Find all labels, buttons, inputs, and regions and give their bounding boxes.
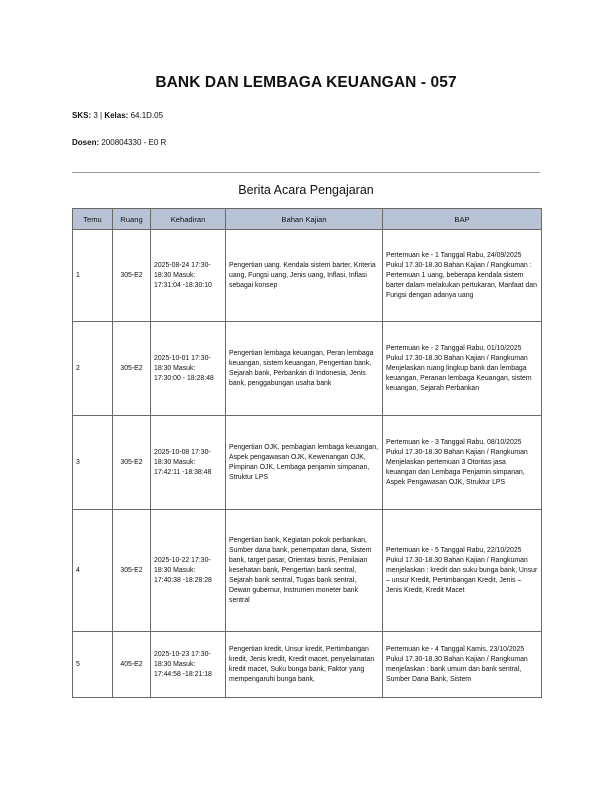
column-header-kehadiran: Kehadiran: [151, 209, 226, 230]
dosen-value: 200804330 - E0 R: [99, 138, 167, 147]
cell-kehadiran: 2025-10-23 17:30-18:30 Masuk: 17:44:58 -18:21:18: [151, 632, 226, 698]
sks-value: 3 |: [91, 111, 105, 120]
cell-bap: Pertemuan ke - 3 Tanggal Rabu, 08/10/2025 Pukul 17.30-18.30 Bahan Kajian / Rangkuman Menjelaskan pertemuan 3 Otoritas jasa keuangan dan Lembaga Penjamin simpanan, Aspek Pengawasan OJK, Struktur LPS: [383, 416, 542, 510]
course-meta-line: [72, 111, 163, 120]
table-row: [73, 416, 542, 510]
table-row: [73, 322, 542, 416]
cell-temu: 4: [73, 510, 113, 632]
column-header-temu: Temu: [73, 209, 113, 230]
cell-bahan-kajian: Pengertian lembaga keuangan, Peran lembaga keuangan, sistem keuangan, Pengertian bank, Sejarah bank, Perbankan di Indonesia, Jenis bank, penggabungan usaha bank: [226, 322, 383, 416]
cell-bahan-kajian: Pengertian bank, Kegiatan pokok perbankan, Sumber dana bank, penempatan dana, Sistem bank, target pasar, Orientasi bisnis, Penilaian kesehatan bank, Pengertian bank sentral, Sejarah bank sentral, Tugas bank sentral, Dewan gubernur, Instrumen moneter bank sentral: [226, 510, 383, 632]
teaching-record-table: [72, 208, 542, 698]
cell-ruang: 305-E2: [113, 510, 151, 632]
cell-bap: Pertemuan ke - 5 Tanggal Rabu, 22/10/2025 Pukul 17.30-18.30 Bahan Kajian / Rangkuman menjelaskan : kredit dan suku bunga bank, Unsur – unsur Kredit, Pertimbangan Kredit, Jenis – Jenis Kredit, Kredit Macet: [383, 510, 542, 632]
cell-ruang: 305-E2: [113, 322, 151, 416]
dosen-label: Dosen:: [72, 138, 100, 147]
cell-temu: 2: [73, 322, 113, 416]
cell-bap: Pertemuan ke - 2 Tanggal Rabu, 01/10/2025 Pukul 17.30-18.30 Bahan Kajian / Rangkuman Menjelaskan ruang lingkup bank dan lembaga keuangan, Peranan lembaga Keuangan, sistem keuangan, Sejarah Perbankan: [383, 322, 542, 416]
sks-label: SKS:: [72, 111, 92, 120]
table-row: [73, 510, 542, 632]
kelas-label: Kelas:: [104, 111, 129, 120]
column-header-ruang: Ruang: [113, 209, 151, 230]
cell-kehadiran: 2025-10-22 17:30-18:30 Masuk: 17:40:38 -18:28:28: [151, 510, 226, 632]
cell-kehadiran: 2025-10-01 17:30-18:30 Masuk: 17:30:00 - 18:28:48: [151, 322, 226, 416]
cell-bahan-kajian: Pengertian kredit, Unsur kredit, Pertimbangan kredit, Jenis kredit, Kredit macet, penyelamatan kredit macet, Suku bunga bank, Faktor yang mempengaruhi bunga bank,: [226, 632, 383, 698]
section-title: Berita Acara Pengajaran: [238, 183, 374, 197]
table-row: [73, 230, 542, 322]
cell-ruang: 405-E2: [113, 632, 151, 698]
cell-bahan-kajian: Pengertian uang. Kendala sistem barter, Kriteria uang, Fungsi uang, Jenis uang, Inflasi, Inflasi sebagai konsep: [226, 230, 383, 322]
course-title: BANK DAN LEMBAGA KEUANGAN - 057: [155, 74, 457, 91]
kelas-value: 64.1D.05: [128, 111, 164, 120]
cell-temu: 5: [73, 632, 113, 698]
cell-temu: 3: [73, 416, 113, 510]
cell-bahan-kajian: Pengertian OJK, pembagian lembaga keuangan, Aspek pengawasan OJK, Kewenangan OJK, Pimpinan OJK, Lembaga penjamin simpanan, Struktur LPS: [226, 416, 383, 510]
cell-kehadiran: 2025-10-08 17:30-18:30 Masuk: 17:42:11 -18:38:48: [151, 416, 226, 510]
cell-kehadiran: 2025-08-24 17:30-18:30 Masuk: 17:31:04 -18:30:10: [151, 230, 226, 322]
cell-temu: 1: [73, 230, 113, 322]
table-header-row: [73, 209, 542, 230]
cell-bap: Pertemuan ke - 4 Tanggal Kamis, 23/10/2025 Pukul 17.30-18.30 Bahan Kajian / Rangkuman menjelaskan : bank umum dan bank sentral, Sumber Dana Bank, Sistem: [383, 632, 542, 698]
divider: [72, 172, 540, 173]
table-row: [73, 632, 542, 698]
cell-bap: Pertemuan ke - 1 Tanggal Rabu, 24/09/2025 Pukul 17.30-18.30 Bahan Kajian / Rangkuman : Pertemuan 1 uang, beberapa kendala sistem barter dalam melakukan pertukaran, Manfaat dan Fungsi dengan adanya uang: [383, 230, 542, 322]
cell-ruang: 305-E2: [113, 416, 151, 510]
column-header-bahan-kajian: Bahan Kajian: [226, 209, 383, 230]
cell-ruang: 305-E2: [113, 230, 151, 322]
column-header-bap: BAP: [383, 209, 542, 230]
lecturer-line: [72, 138, 166, 147]
